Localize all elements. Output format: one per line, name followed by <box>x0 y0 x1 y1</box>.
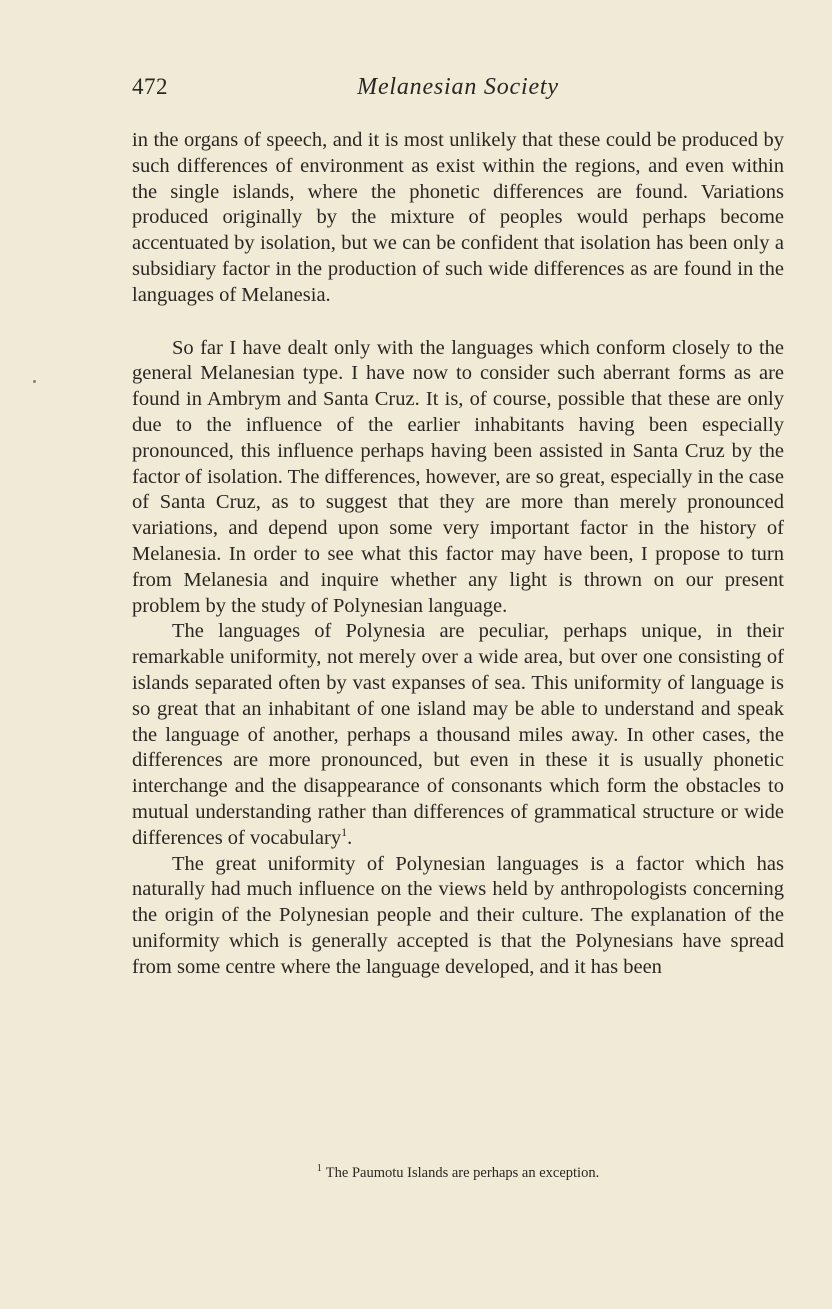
paragraph-continued: in the organs of speech, and it is most unlikely that these could be produced by such differences of environment as exist within the regions, and even within the single islands, where the phonetic differences are found. Variations produced originally by the mixture of peoples would perhaps become accentuated by isolation, but we can be confident that isolation has been only a subsidiary factor in the production of such wide differences as are found in the languages of Melanesia. <box>132 129 784 306</box>
paper-speck <box>33 380 36 383</box>
footnote-number: 1 <box>316 1163 322 1175</box>
paragraph-text: The languages of Polynesia are peculiar, perhaps unique, in their remarkable uniformity, not merely over a wide area, but over one consisting of islands separated often by vast expanses of sea. This uniformity of language is so great that an inhabitant of one island may be able to understand and speak the language of another, perhaps a thousand miles away. In other cases, the differences are more pronounced, but even in these it is usually phonetic interchange and the disappearance of consonants which form the obstacles to mutual understanding rather than differences of grammatical structure or wide differences of vocabulary <box>132 620 784 849</box>
paragraph <box>132 619 784 851</box>
footnote-reference: 1 <box>341 824 348 839</box>
sentence-end: . <box>347 826 353 849</box>
running-title: Melanesian Society <box>357 74 559 100</box>
footnote-text: The Paumotu Islands are perhaps an exception. <box>325 1165 600 1181</box>
body-text <box>132 128 784 981</box>
paragraph: So far I have dealt only with the languages which conform closely to the general Melanesian type. I have now to consider such aberrant forms as are found in Ambrym and Santa Cruz. It is, of course, possible that these are only due to the influence of the earlier inhabitants having been especially pronounced, this influence perhaps having been assisted in Santa Cruz by the factor of isolation. The differences, however, are so great, especially in the case of Santa Cruz, as to suggest that they are more than merely pronounced variations, and depend upon some very important factor in the history of Melanesia. In order to see what this factor may have been, I propose to turn from Melanesia and inquire whether any light is thrown on our present problem by the study of Polynesian language. <box>132 336 784 617</box>
footnote <box>132 1164 784 1182</box>
paragraph: The great uniformity of Polynesian languages is a factor which has naturally had much influence on the views held by anthropologists concerning the origin of the Polynesian people and their culture. The explanation of the uniformity which is generally accepted is that the Polynesians have spread from some centre where the language developed, and it has been <box>132 852 784 978</box>
page-header <box>132 74 784 108</box>
page-number: 472 <box>132 74 168 99</box>
